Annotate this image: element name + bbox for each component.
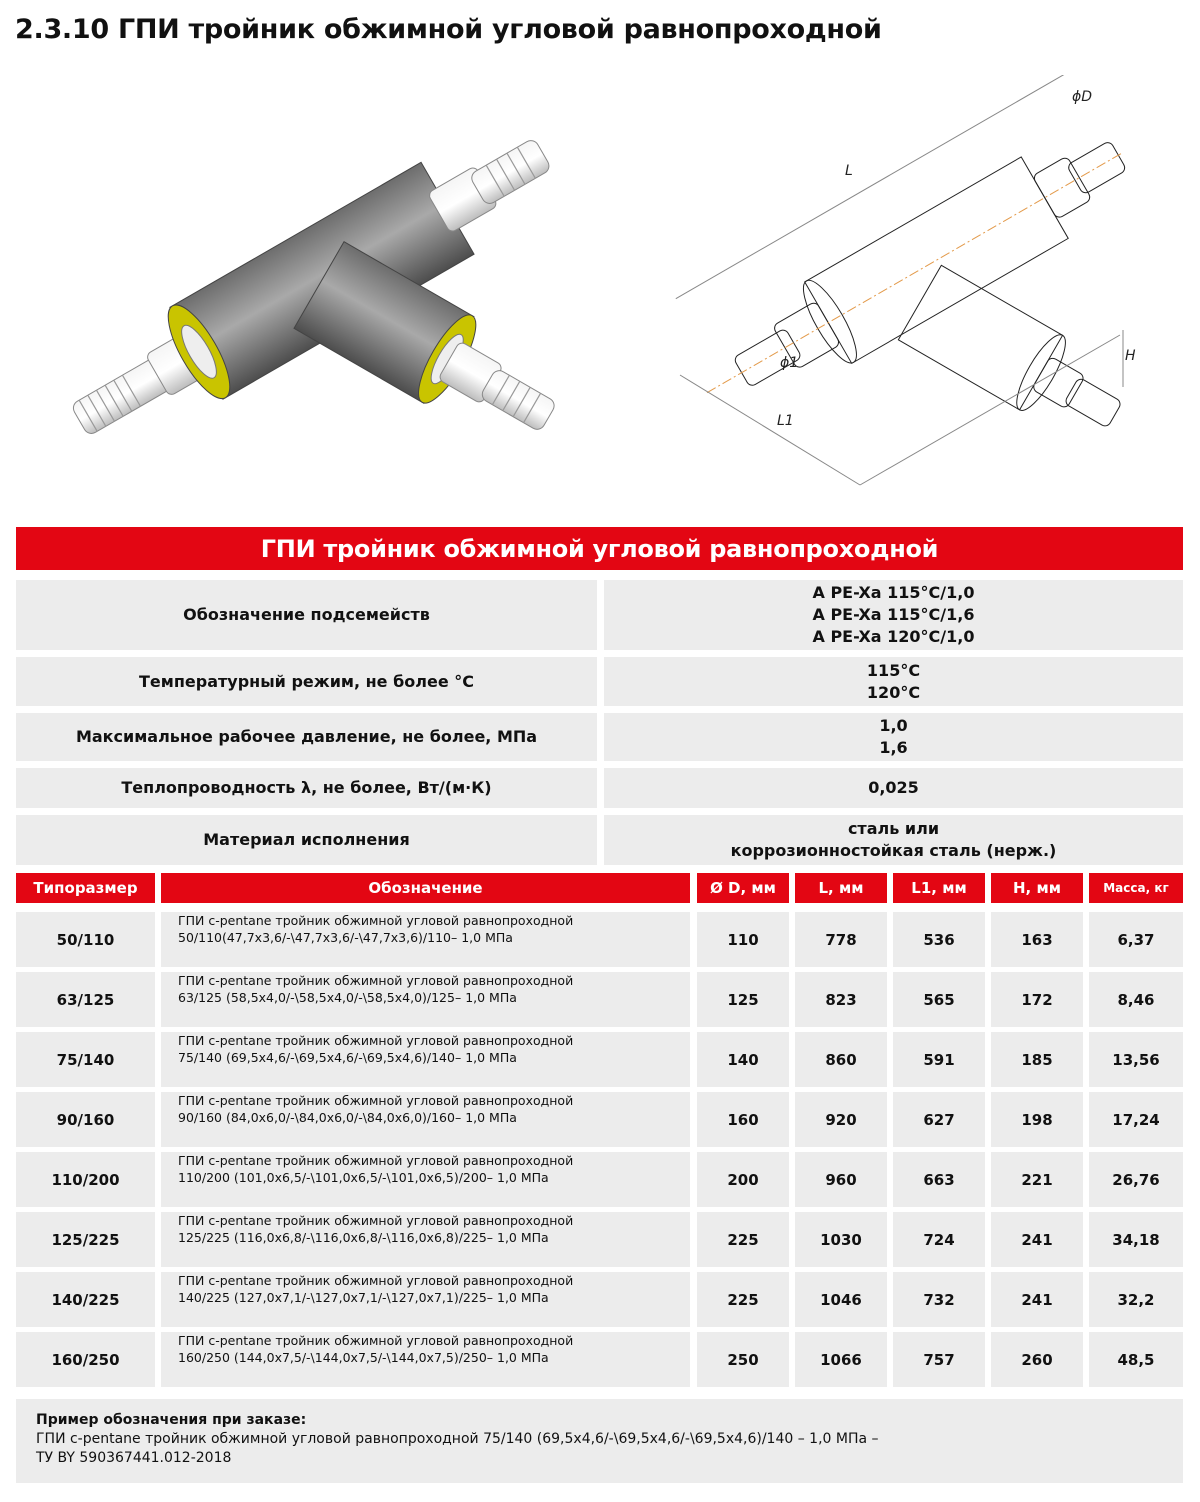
cell-height: 172: [991, 972, 1083, 1027]
cell-size: 125/225: [16, 1212, 155, 1267]
designation-line: ГПИ c-pentane тройник обжимной угловой равнопроходной: [178, 973, 574, 988]
cell-length: 1066: [795, 1332, 887, 1387]
property-value: [604, 815, 1183, 865]
cell-mass: 34,18: [1089, 1212, 1183, 1267]
header-length: L, мм: [795, 873, 887, 903]
dimension-label-H: H: [1125, 348, 1136, 364]
property-label: Обозначение подсемейств: [16, 580, 597, 650]
property-value: [604, 580, 1183, 650]
cell-mass: 6,37: [1089, 912, 1183, 967]
property-label: Максимальное рабочее давление, не более, МПа: [16, 713, 597, 761]
cell-length1: 536: [893, 912, 985, 967]
property-value: [604, 713, 1183, 761]
property-value-line: 0,025: [868, 778, 919, 797]
cell-mass: 13,56: [1089, 1032, 1183, 1087]
cell-length: 1030: [795, 1212, 887, 1267]
designation-line: 140/225 (127,0x7,1/-\127,0x7,1/-\127,0x7,1)/225– 1,0 МПа: [178, 1290, 549, 1305]
designation-line: ГПИ c-pentane тройник обжимной угловой равнопроходной: [178, 1213, 574, 1228]
cell-size: 110/200: [16, 1152, 155, 1207]
header-diameter: Ø D, мм: [697, 873, 789, 903]
cell-designation: [161, 972, 690, 1027]
property-value-line: A PE-Xa 120°C/1,0: [812, 627, 975, 646]
cell-diameter: 225: [697, 1212, 789, 1267]
cell-size: 63/125: [16, 972, 155, 1027]
cell-size: 90/160: [16, 1092, 155, 1147]
designation-line: ГПИ c-pentane тройник обжимной угловой равнопроходной: [178, 1153, 574, 1168]
property-value-line: 115°C: [866, 660, 921, 680]
cell-length: 860: [795, 1032, 887, 1087]
property-label: Материал исполнения: [16, 815, 597, 865]
header-height: H, мм: [991, 873, 1083, 903]
order-example-title: Пример обозначения при заказе:: [36, 1412, 307, 1428]
cell-mass: 8,46: [1089, 972, 1183, 1027]
table-row: [16, 912, 1183, 967]
tee-3d-render-image: [15, 120, 605, 440]
cell-length1: 732: [893, 1272, 985, 1327]
cell-designation: [161, 1152, 690, 1207]
cell-designation: [161, 1212, 690, 1267]
property-value: [604, 657, 1183, 706]
header-size: Типоразмер: [16, 873, 155, 903]
spec-table-header: [16, 873, 1183, 903]
cell-size: 160/250: [16, 1332, 155, 1387]
cell-length1: 663: [893, 1152, 985, 1207]
cell-height: 163: [991, 912, 1083, 967]
property-row: [16, 713, 1183, 761]
header-mass: Масса, кг: [1089, 873, 1183, 903]
order-example: [16, 1399, 1183, 1483]
property-row: [16, 768, 1183, 808]
table-banner-title: ГПИ тройник обжимной угловой равнопроходной: [16, 527, 1183, 570]
cell-height: 185: [991, 1032, 1083, 1087]
cell-designation: [161, 912, 690, 967]
cell-designation: [161, 1272, 690, 1327]
designation-line: 125/225 (116,0x6,8/-\116,0x6,8/-\116,0x6,8)/225– 1,0 МПа: [178, 1230, 549, 1245]
property-value-line: 1,0: [879, 716, 908, 735]
cell-diameter: 200: [697, 1152, 789, 1207]
designation-line: 90/160 (84,0x6,0/-\84,0x6,0/-\84,0x6,0)/160– 1,0 МПа: [178, 1110, 517, 1125]
table-row: [16, 1332, 1183, 1387]
header-designation: Обозначение: [161, 873, 690, 903]
designation-line: 50/110(47,7x3,6/-\47,7x3,6/-\47,7x3,6)/110– 1,0 МПа: [178, 930, 513, 945]
designation-line: ГПИ c-pentane тройник обжимной угловой равнопроходной: [178, 1033, 574, 1048]
designation-line: 160/250 (144,0x7,5/-\144,0x7,5/-\144,0x7,5)/250– 1,0 МПа: [178, 1350, 549, 1365]
property-row: [16, 580, 1183, 650]
cell-diameter: 225: [697, 1272, 789, 1327]
cell-size: 50/110: [16, 912, 155, 967]
cell-height: 241: [991, 1272, 1083, 1327]
dimension-label-L1: L1: [777, 413, 794, 429]
cell-length: 778: [795, 912, 887, 967]
order-example-line: ГПИ c-pentane тройник обжимной угловой равнопроходной 75/140 (69,5x4,6/-\69,5x4,6/-\69,5x4,6)/140 – 1,0 МПа –: [36, 1431, 879, 1447]
designation-line: 75/140 (69,5x4,6/-\69,5x4,6/-\69,5x4,6)/140– 1,0 МПа: [178, 1050, 517, 1065]
cell-length1: 724: [893, 1212, 985, 1267]
designation-line: ГПИ c-pentane тройник обжимной угловой равнопроходной: [178, 1093, 574, 1108]
table-row: [16, 1272, 1183, 1327]
designation-line: ГПИ c-pentane тройник обжимной угловой равнопроходной: [178, 1273, 574, 1288]
cell-designation: [161, 1332, 690, 1387]
property-row: [16, 815, 1183, 865]
property-value-line: сталь или: [847, 819, 940, 838]
cell-diameter: 125: [697, 972, 789, 1027]
designation-line: ГПИ c-pentane тройник обжимной угловой равнопроходной: [178, 913, 574, 928]
cell-length1: 627: [893, 1092, 985, 1147]
cell-height: 221: [991, 1152, 1083, 1207]
designation-line: 63/125 (58,5x4,0/-\58,5x4,0/-\58,5x4,0)/125– 1,0 МПа: [178, 990, 517, 1005]
property-row: [16, 657, 1183, 706]
dimension-label-d1: ϕ1: [780, 355, 799, 371]
table-row: [16, 972, 1183, 1027]
cell-diameter: 140: [697, 1032, 789, 1087]
cell-length: 960: [795, 1152, 887, 1207]
tee-dimension-drawing: [640, 75, 1160, 500]
cell-height: 241: [991, 1212, 1083, 1267]
table-row: [16, 1152, 1183, 1207]
property-label: Температурный режим, не более °С: [16, 657, 597, 706]
designation-line: 110/200 (101,0x6,5/-\101,0x6,5/-\101,0x6,5)/200– 1,0 МПа: [178, 1170, 549, 1185]
cell-diameter: 160: [697, 1092, 789, 1147]
cell-length: 823: [795, 972, 887, 1027]
property-value-line: 1,6: [879, 738, 908, 757]
cell-diameter: 250: [697, 1332, 789, 1387]
cell-mass: 17,24: [1089, 1092, 1183, 1147]
cell-length: 920: [795, 1092, 887, 1147]
table-row: [16, 1092, 1183, 1147]
dimension-label-L: L: [845, 163, 853, 179]
property-value: [604, 768, 1183, 808]
cell-mass: 48,5: [1089, 1332, 1183, 1387]
cell-designation: [161, 1092, 690, 1147]
cell-mass: 32,2: [1089, 1272, 1183, 1327]
cell-size: 140/225: [16, 1272, 155, 1327]
cell-diameter: 110: [697, 912, 789, 967]
header-length1: L1, мм: [893, 873, 985, 903]
cell-designation: [161, 1032, 690, 1087]
cell-length1: 757: [893, 1332, 985, 1387]
cell-height: 260: [991, 1332, 1083, 1387]
property-value-line: коррозионностойкая сталь (нерж.): [730, 841, 1057, 860]
cell-length1: 591: [893, 1032, 985, 1087]
property-value-line: 120°C: [866, 682, 921, 702]
cell-size: 75/140: [16, 1032, 155, 1087]
property-value-line: A PE-Xa 115°C/1,6: [812, 605, 975, 624]
page-title: 2.3.10 ГПИ тройник обжимной угловой равнопроходной: [15, 14, 882, 45]
cell-length: 1046: [795, 1272, 887, 1327]
property-value-line: A PE-Xa 115°C/1,0: [812, 583, 975, 602]
property-label: Теплопроводность λ, не более, Вт/(м·К): [16, 768, 597, 808]
cell-height: 198: [991, 1092, 1083, 1147]
cell-mass: 26,76: [1089, 1152, 1183, 1207]
table-row: [16, 1212, 1183, 1267]
table-row: [16, 1032, 1183, 1087]
order-example-line: ТУ BY 590367441.012-2018: [36, 1450, 232, 1466]
cell-length1: 565: [893, 972, 985, 1027]
designation-line: ГПИ c-pentane тройник обжимной угловой равнопроходной: [178, 1333, 574, 1348]
dimension-label-D: ϕD: [1072, 89, 1093, 105]
